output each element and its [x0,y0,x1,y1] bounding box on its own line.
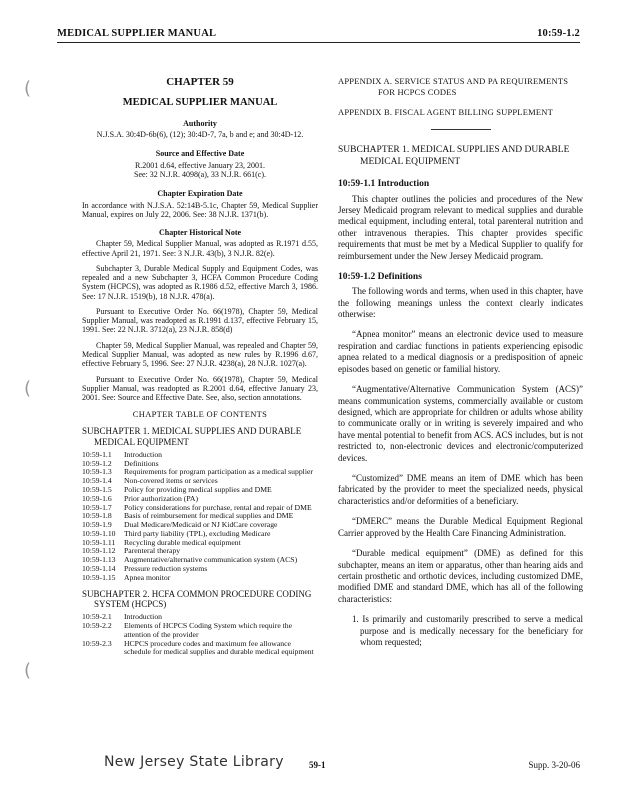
toc-entry-title: Non-covered items or services [124,476,218,486]
toc-entry [82,451,318,460]
toc-entry-title: Apnea monitor [124,572,171,582]
subchapter-1-heading: SUBCHAPTER 1. MEDICAL SUPPLIES AND DURABLE MEDICAL EQUIPMENT [338,145,570,168]
section-heading: 10:59-1.1 Introduction [338,179,430,190]
history-paragraph: Pursuant to Executive Order No. 66(1978), Chapter 59, Medical Supplier Manual, was readopted as R.1991 d.137, effective February 15, 1991. See: 22 N.J.R. 3712(a), 23 N.J.R. 858(d) [82,306,318,335]
definition-paragraph: “Customized” DME means an item of DME which has been fabricated by the provider to meet the specialized needs, physical characteristics and/or deformities of a beneficiary. [338,473,583,506]
toc-entry-number: 10:59-1.9 [82,520,112,530]
source-heading: Source and Effective Date [155,149,245,159]
toc-entry-title: Third party liability (TPL), excluding Medicare [124,528,271,538]
toc-entry-number: 10:59-2.2 [82,621,112,631]
toc-entry [82,486,318,495]
toc-entry-number: 10:59-1.12 [82,546,116,556]
left-column [82,76,318,657]
toc-entry-title: Augmentative/alternative communication system (ACS) [124,555,298,565]
header-section-number: 10:59-1.2 [537,28,580,39]
appendix-b: APPENDIX B. FISCAL AGENT BILLING SUPPLEMENT [338,106,553,117]
toc-entry-number: 10:59-2.3 [82,638,112,648]
appendix-a: APPENDIX A. SERVICE STATUS AND PA REQUIREMENTS FOR HCPCS CODES [338,76,569,97]
toc-entry-number: 10:59-1.13 [82,555,116,565]
toc-subchapter-2: SUBCHAPTER 2. HCFA COMMON PROCEDURE CODING SYSTEM (HCPCS) [82,588,312,609]
toc-entry-title: Requirements for program participation as a medical supplier [124,467,313,477]
toc-entry [82,640,318,658]
history-paragraph: Pursuant to Executive Order No. 66(1978), Chapter 59, Medical Supplier Manual, was readopted as R.2001 d.64, effective January 23, 2001. See: Source and Effective Date. See, also, section annotations. [82,374,318,403]
toc-entry-number: 10:59-1.6 [82,493,112,503]
toc-entry-number: 10:59-1.14 [82,564,116,573]
history-heading: Chapter Historical Note [158,228,242,238]
chapter-title: MEDICAL SUPPLIER MANUAL [122,96,278,108]
expiration-heading: Chapter Expiration Date [157,189,243,199]
toc-entry [82,574,318,583]
toc-entry-number: 10:59-1.4 [82,476,112,486]
punch-hole-mark-middle: ( [24,378,32,399]
chapter-number: CHAPTER 59 [166,76,234,88]
toc-entry-number: 10:59-1.5 [82,484,112,494]
toc-entry-number: 10:59-1.8 [82,511,112,521]
toc-entry-title: Elements of HCPCS Coding System which require the attention of the provider [124,621,293,639]
section-paragraph: This chapter outlines the policies and procedures of the New Jersey Medicaid program relevant to medical supplies and durable medical equipment, including enteral, total parenteral nutrition and other intravenous therapies. This chapter provides specific requirements that must be met by a Medical Supplier to qualify for reimbursement under the New Jersey Medicaid program. [338,193,583,261]
toc-entry-number: 10:59-1.15 [82,572,116,582]
source-text-2: See: 32 N.J.R. 4098(a), 33 N.J.R. 661(c). [134,169,266,179]
toc-entry-number: 10:59-1.2 [82,458,112,468]
definition-paragraph: “DMERC” means the Durable Medical Equipment Regional Carrier approved by the Health Care Financing Administration. [338,516,583,538]
toc-entry-number: 10:59-1.7 [82,502,112,512]
source-text-1: R.2001 d.64, effective January 23, 2001. [134,160,266,170]
toc-entry-title: Prior authorization (PA) [124,493,199,503]
toc-entry-number: 10:59-1.1 [82,449,112,459]
toc-list-subchapter-1 [82,451,318,583]
supplement-date: Supp. 3-20-06 [528,760,580,770]
punch-hole-mark-bottom: ( [24,660,32,681]
definition-paragraph: “Apnea monitor” means an electronic device used to measure respiration and cardiac functions in patients experiencing episodic apnea related to a medical diagnosis or a predisposition of apneic episodes based on genetic or familial history. [338,329,583,374]
toc-entry-title: Definitions [124,458,159,468]
history-paragraph: Chapter 59, Medical Supplier Manual, was adopted as R.1971 d.55, effective April 21, 1971. See: 3 N.J.R. 43(b), 3 N.J.R. 82(e). [82,239,318,258]
expiration-text: In accordance with N.J.S.A. 52:14B-5.1c, Chapter 59, Medical Supplier Manual, expires on July 22, 2006. See: 38 N.J.R. 1371(b). [82,200,318,219]
toc-entry-title: HCPCS procedure codes and maximum fee allowance schedule for medical supplies and durable medical equipment [124,638,314,657]
toc-heading: CHAPTER TABLE OF CONTENTS [132,409,268,420]
definition-list-item: 1. Is primarily and customarily prescribed to serve a medical purpose and is medically necessary for the beneficiary for whom requested; [352,614,583,648]
authority-text: N.J.S.A. 30:4D-6b(6), (12); 30:4D-7, 7a, b and e; and 30:4D-12. [96,130,304,140]
running-header [57,28,580,43]
definition-paragraph: “Augmentative/Alternative Communication System (ACS)” means communication systems, commercially available or custom designed, which are appropriate for children or adults whose ability to communicate orally or in writing is severely impaired and who have mental potential to benefit from ACS. ACS includes, but is not restricted to, non-electronic devices and electronic/computerized devices. [338,384,583,463]
toc-entry [82,622,318,640]
toc-entry [82,539,318,548]
toc-entry-number: 10:59-2.1 [82,612,112,622]
right-column [338,76,583,658]
toc-entry-title: Recycling durable medical equipment [124,537,241,547]
section-heading: 10:59-1.2 Definitions [338,272,422,283]
library-watermark: New Jersey State Library [104,754,284,770]
punch-hole-mark-top: ( [24,78,32,99]
toc-entry-title: Dual Medicare/Medicaid or NJ KidCare coverage [124,520,278,530]
toc-entry-title: Pressure reduction systems [124,564,208,573]
toc-entry-title: Parenteral therapy [124,546,181,556]
toc-entry-number: 10:59-1.3 [82,467,112,477]
toc-entry-title: Policy considerations for purchase, rental and repair of DME [124,502,312,512]
page-number: 59-1 [309,760,326,770]
toc-entry-title: Basis of reimbursement for medical supplies and DME [124,511,294,521]
definition-paragraph: “Durable medical equipment” (DME) as defined for this subchapter, means an item or apparatus, other than hearing aids and certain prosthetic and orthotic devices, including customized DME, modified DME and standard DME, which has all of the following characteristics: [338,548,583,604]
toc-list-subchapter-2 [82,613,318,657]
history-paragraph: Chapter 59, Medical Supplier Manual, was repealed and Chapter 59, Medical Supplier Manual, was adopted as new rules by R.1996 d.67, effective February 5, 1996. See: 27 N.J.R. 4238(a), 28 N.J.R. 1027(a). [82,340,318,369]
toc-entry [82,565,318,574]
toc-entry-number: 10:59-1.11 [82,537,116,547]
header-title: MEDICAL SUPPLIER MANUAL [57,28,217,39]
toc-entry-title: Introduction [124,612,163,622]
divider [431,129,491,130]
history-paragraph: Subchapter 3, Durable Medical Supply and Equipment Codes, was repealed and a new Subchapter 3, HCFA Common Procedure Coding System (HCPCS), was adopted as R.1986 d.52, effective March 3, 1986. See: 17 N.J.R. 1519(b), 18 N.J.R. 478(a). [82,263,318,301]
toc-subchapter-1: SUBCHAPTER 1. MEDICAL SUPPLIES AND DURABLE MEDICAL EQUIPMENT [82,426,302,447]
section-paragraph: The following words and terms, when used in this chapter, have the following meanings unless the context clearly indicates otherwise: [338,286,583,319]
toc-entry-title: Introduction [124,449,163,459]
authority-heading: Authority [183,118,217,128]
toc-entry-title: Policy for providing medical supplies and DME [124,484,272,494]
toc-entry-number: 10:59-1.10 [82,528,116,538]
